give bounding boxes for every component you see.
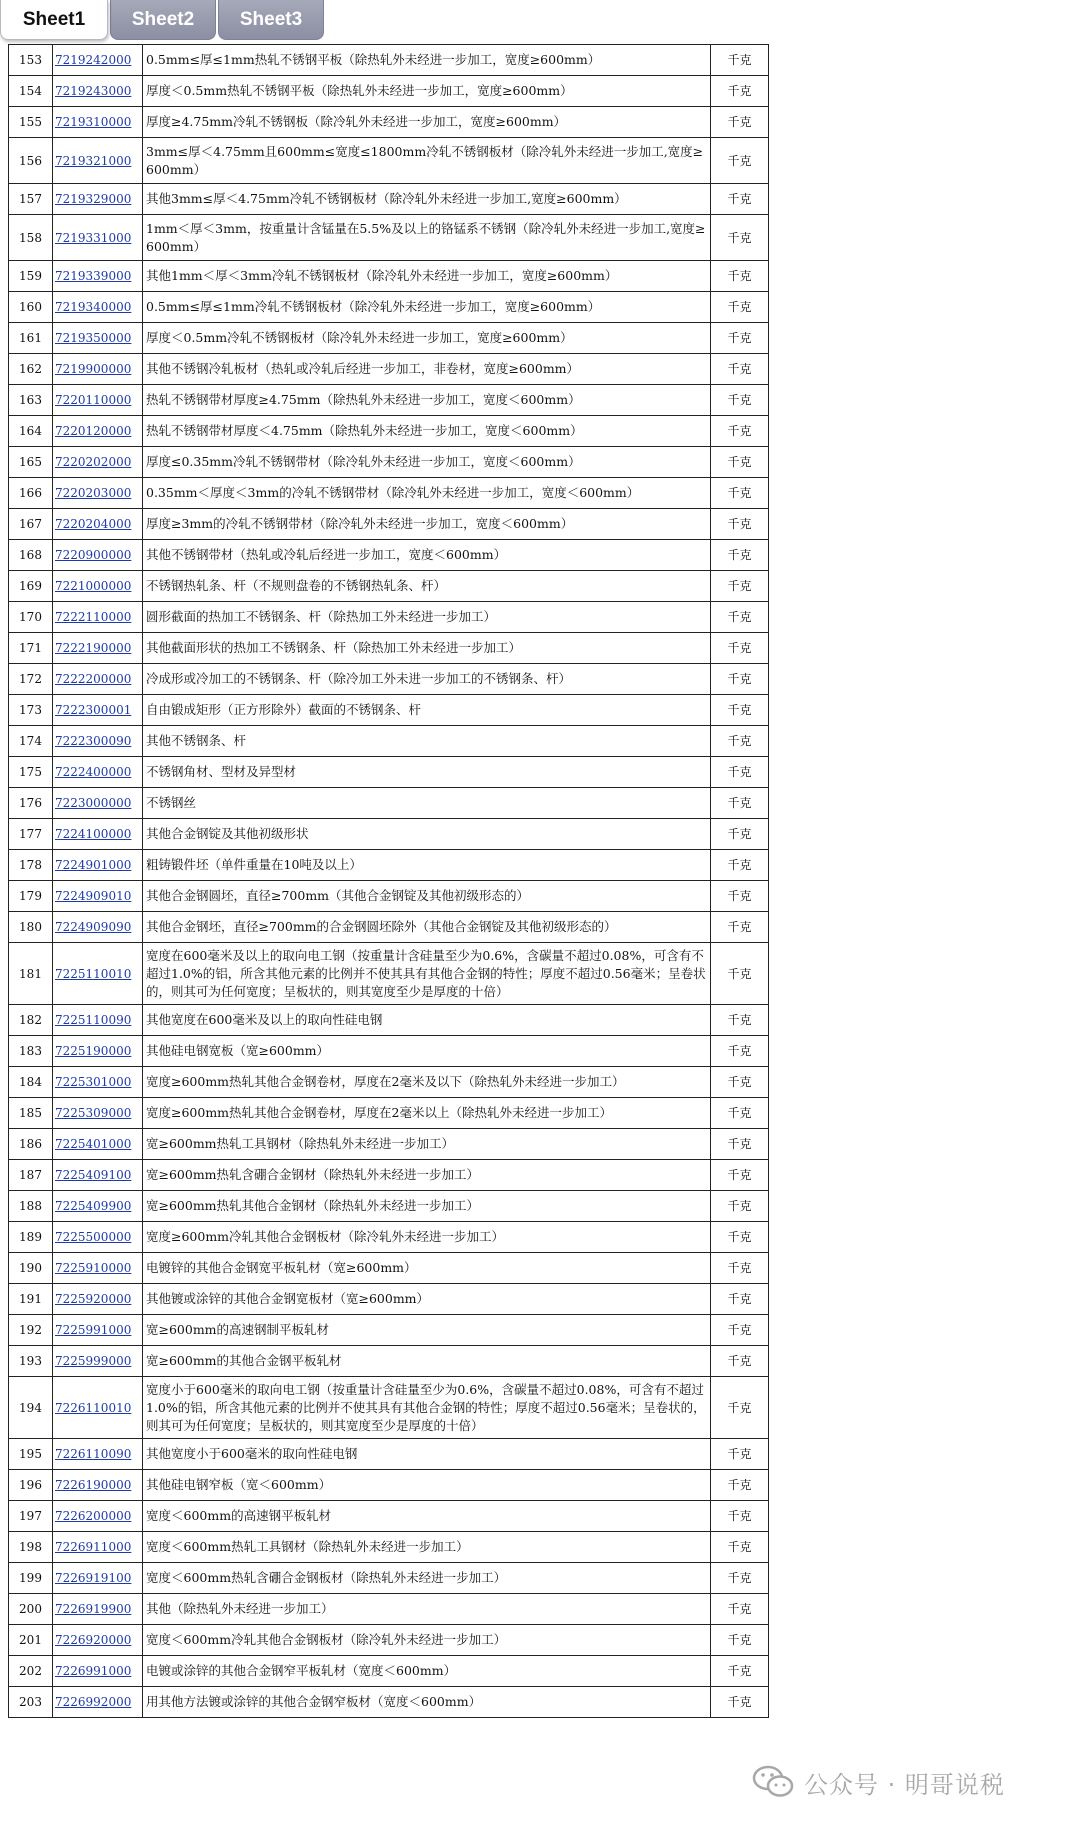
- hs-code-link[interactable]: 7226919900: [53, 1594, 143, 1625]
- hs-code-link[interactable]: 7220204000: [53, 509, 143, 540]
- table-row: [9, 447, 769, 478]
- product-description: 热轧不锈钢带材厚度＜4.75mm（除热轧外未经进一步加工，宽度＜600mm）: [143, 416, 711, 447]
- hs-code-link[interactable]: 7224901000: [53, 850, 143, 881]
- table-row: [9, 540, 769, 571]
- table-row: [9, 695, 769, 726]
- table-row: [9, 1563, 769, 1594]
- product-description: 0.5mm≤厚≤1mm热轧不锈钢平板（除热轧外未经进一步加工，宽度≥600mm）: [143, 45, 711, 76]
- row-number: 160: [9, 292, 53, 323]
- row-number: 188: [9, 1191, 53, 1222]
- table-row: [9, 1315, 769, 1346]
- unit-cell: 千克: [711, 602, 769, 633]
- row-number: 179: [9, 881, 53, 912]
- hs-code-link[interactable]: 7226920000: [53, 1625, 143, 1656]
- unit-cell: 千克: [711, 1005, 769, 1036]
- product-description: 其他不锈钢冷轧板材（热轧或冷轧后经进一步加工，非卷材，宽度≥600mm）: [143, 354, 711, 385]
- product-description: 其他硅电钢宽板（宽≥600mm）: [143, 1036, 711, 1067]
- hs-code-link[interactable]: 7219243000: [53, 76, 143, 107]
- hs-code-link[interactable]: 7226200000: [53, 1501, 143, 1532]
- row-number: 198: [9, 1532, 53, 1563]
- product-description: 厚度≥4.75mm冷轧不锈钢板（除冷轧外未经进一步加工，宽度≥600mm）: [143, 107, 711, 138]
- table-row: [9, 1129, 769, 1160]
- product-description: 厚度＜0.5mm冷轧不锈钢板材（除冷轧外未经进一步加工，宽度≥600mm）: [143, 323, 711, 354]
- row-number: 171: [9, 633, 53, 664]
- product-description: 宽度在600毫米及以上的取向电工钢（按重量计含硅量至少为0.6%，含碳量不超过0.08%，可含有不超过1.0%的铝，所含其他元素的比例并不使其具有其他合金钢的特性；厚度不超过0.56毫米；呈卷状的，则其可为任何宽度；呈板状的，则其宽度至少是厚度的十倍）: [143, 943, 711, 1005]
- product-description: 宽度＜600mm的高速钢平板轧材: [143, 1501, 711, 1532]
- unit-cell: 千克: [711, 1315, 769, 1346]
- product-description: 其他合金钢坯，直径≥700mm的合金钢圆坯除外（其他合金钢锭及其他初级形态的）: [143, 912, 711, 943]
- unit-cell: 千克: [711, 1284, 769, 1315]
- product-description: 宽度≥600mm热轧其他合金钢卷材，厚度在2毫米以上（除热轧外未经进一步加工）: [143, 1098, 711, 1129]
- row-number: 172: [9, 664, 53, 695]
- hs-code-link[interactable]: 7225110090: [53, 1005, 143, 1036]
- hs-code-link[interactable]: 7225409900: [53, 1191, 143, 1222]
- unit-cell: 千克: [711, 819, 769, 850]
- unit-cell: 千克: [711, 416, 769, 447]
- unit-cell: 千克: [711, 912, 769, 943]
- row-number: 189: [9, 1222, 53, 1253]
- row-number: 196: [9, 1470, 53, 1501]
- table-row: [9, 1222, 769, 1253]
- hs-code-link[interactable]: 7220110000: [53, 385, 143, 416]
- unit-cell: 千克: [711, 1098, 769, 1129]
- product-description: 0.35mm＜厚度＜3mm的冷轧不锈钢带材（除冷轧外未经进一步加工，宽度＜600mm）: [143, 478, 711, 509]
- row-number: 155: [9, 107, 53, 138]
- table-row: [9, 850, 769, 881]
- product-description: 0.5mm≤厚≤1mm冷轧不锈钢板材（除冷轧外未经进一步加工，宽度≥600mm）: [143, 292, 711, 323]
- table-row: [9, 385, 769, 416]
- hs-code-link[interactable]: 7220900000: [53, 540, 143, 571]
- row-number: 175: [9, 757, 53, 788]
- table-row: [9, 323, 769, 354]
- table-row: [9, 45, 769, 76]
- wechat-icon: [752, 1764, 794, 1800]
- product-description: 其他1mm＜厚＜3mm冷轧不锈钢板材（除冷轧外未经进一步加工，宽度≥600mm）: [143, 261, 711, 292]
- hs-code-link[interactable]: 7225500000: [53, 1222, 143, 1253]
- unit-cell: 千克: [711, 1594, 769, 1625]
- product-description: 其他不锈钢带材（热轧或冷轧后经进一步加工，宽度＜600mm）: [143, 540, 711, 571]
- hs-code-link[interactable]: 7225409100: [53, 1160, 143, 1191]
- row-number: 192: [9, 1315, 53, 1346]
- table-row: [9, 1625, 769, 1656]
- row-number: 161: [9, 323, 53, 354]
- product-description: 不锈钢角材、型材及异型材: [143, 757, 711, 788]
- unit-cell: 千克: [711, 1470, 769, 1501]
- tab-sheet1[interactable]: Sheet1: [0, 0, 108, 40]
- tab-sheet2[interactable]: Sheet2: [110, 0, 216, 40]
- row-number: 178: [9, 850, 53, 881]
- table-row: [9, 478, 769, 509]
- unit-cell: 千克: [711, 695, 769, 726]
- spreadsheet-grid[interactable]: [8, 44, 770, 1830]
- row-number: 203: [9, 1687, 53, 1718]
- table-row: [9, 292, 769, 323]
- product-description: 其他（除热轧外未经进一步加工）: [143, 1594, 711, 1625]
- row-number: 195: [9, 1439, 53, 1470]
- unit-cell: 千克: [711, 509, 769, 540]
- hs-code-link[interactable]: 7222110000: [53, 602, 143, 633]
- product-description: 圆形截面的热加工不锈钢条、杆（除热加工外未经进一步加工）: [143, 602, 711, 633]
- product-description: 不锈钢热轧条、杆（不规则盘卷的不锈钢热轧条、杆）: [143, 571, 711, 602]
- table-row: [9, 1160, 769, 1191]
- unit-cell: 千克: [711, 1346, 769, 1377]
- table-row: [9, 1439, 769, 1470]
- row-number: 191: [9, 1284, 53, 1315]
- unit-cell: 千克: [711, 1501, 769, 1532]
- unit-cell: 千克: [711, 943, 769, 1005]
- hs-code-link[interactable]: 7226110090: [53, 1439, 143, 1470]
- table-row: [9, 1067, 769, 1098]
- table-row: [9, 1501, 769, 1532]
- unit-cell: 千克: [711, 292, 769, 323]
- row-number: 177: [9, 819, 53, 850]
- table-row: [9, 1470, 769, 1501]
- unit-cell: 千克: [711, 1656, 769, 1687]
- hs-code-link[interactable]: 7222400000: [53, 757, 143, 788]
- unit-cell: 千克: [711, 1439, 769, 1470]
- product-description: 厚度≤0.35mm冷轧不锈钢带材（除冷轧外未经进一步加工，宽度＜600mm）: [143, 447, 711, 478]
- product-description: 厚度＜0.5mm热轧不锈钢平板（除热轧外未经进一步加工，宽度≥600mm）: [143, 76, 711, 107]
- table-row: [9, 416, 769, 447]
- table-row: [9, 509, 769, 540]
- product-description: 其他截面形状的热加工不锈钢条、杆（除热加工外未经进一步加工）: [143, 633, 711, 664]
- table-row: [9, 1253, 769, 1284]
- table-row: [9, 633, 769, 664]
- unit-cell: 千克: [711, 76, 769, 107]
- row-number: 156: [9, 138, 53, 184]
- table-row: [9, 1036, 769, 1067]
- table-row: [9, 1191, 769, 1222]
- unit-cell: 千克: [711, 107, 769, 138]
- row-number: 158: [9, 215, 53, 261]
- unit-cell: 千克: [711, 1160, 769, 1191]
- tab-sheet3[interactable]: Sheet3: [218, 0, 324, 40]
- unit-cell: 千克: [711, 757, 769, 788]
- table-row: [9, 1687, 769, 1718]
- row-number: 168: [9, 540, 53, 571]
- hs-code-link[interactable]: 7219331000: [53, 215, 143, 261]
- hs-code-link[interactable]: 7220120000: [53, 416, 143, 447]
- table-row: [9, 881, 769, 912]
- product-description: 粗铸锻件坯（单件重量在10吨及以上）: [143, 850, 711, 881]
- hs-code-link[interactable]: 7219329000: [53, 184, 143, 215]
- table-row: [9, 943, 769, 1005]
- hs-code-link[interactable]: 7225110010: [53, 943, 143, 1005]
- row-number: 186: [9, 1129, 53, 1160]
- unit-cell: 千克: [711, 788, 769, 819]
- table-row: [9, 1377, 769, 1439]
- unit-cell: 千克: [711, 261, 769, 292]
- hs-code-link[interactable]: 7219350000: [53, 323, 143, 354]
- hs-code-link[interactable]: 7219310000: [53, 107, 143, 138]
- unit-cell: 千克: [711, 726, 769, 757]
- hs-code-link[interactable]: 7222300090: [53, 726, 143, 757]
- sheet-tab-bar: [0, 0, 1080, 42]
- unit-cell: 千克: [711, 1067, 769, 1098]
- row-number: 169: [9, 571, 53, 602]
- unit-cell: 千克: [711, 138, 769, 184]
- row-number: 162: [9, 354, 53, 385]
- watermark: [752, 1764, 1005, 1800]
- hs-code-link[interactable]: 7226991000: [53, 1656, 143, 1687]
- table-row: [9, 726, 769, 757]
- row-number: 184: [9, 1067, 53, 1098]
- row-number: 154: [9, 76, 53, 107]
- table-row: [9, 788, 769, 819]
- row-number: 165: [9, 447, 53, 478]
- product-description: 宽度＜600mm热轧工具钢材（除热轧外未经进一步加工）: [143, 1532, 711, 1563]
- row-number: 157: [9, 184, 53, 215]
- unit-cell: 千克: [711, 540, 769, 571]
- table-row: [9, 912, 769, 943]
- row-number: 166: [9, 478, 53, 509]
- row-number: 197: [9, 1501, 53, 1532]
- row-number: 183: [9, 1036, 53, 1067]
- unit-cell: 千克: [711, 1129, 769, 1160]
- product-description: 冷成形或冷加工的不锈钢条、杆（除冷加工外未进一步加工的不锈钢条、杆）: [143, 664, 711, 695]
- hs-code-link[interactable]: 7225301000: [53, 1067, 143, 1098]
- row-number: 164: [9, 416, 53, 447]
- product-description: 宽度小于600毫米的取向电工钢（按重量计含硅量至少为0.6%，含碳量不超过0.08%，可含有不超过1.0%的铝，所含其他元素的比例并不使其具有其他合金钢的特性；厚度不超过0.56毫米；呈卷状的，则其可为任何宽度；呈板状的，则其宽度至少是厚度的十倍）: [143, 1377, 711, 1439]
- hs-code-link[interactable]: 7225190000: [53, 1036, 143, 1067]
- hs-code-link[interactable]: 7219339000: [53, 261, 143, 292]
- row-number: 170: [9, 602, 53, 633]
- product-description: 电镀或涂锌的其他合金钢窄平板轧材（宽度＜600mm）: [143, 1656, 711, 1687]
- table-row: [9, 107, 769, 138]
- table-row: [9, 1284, 769, 1315]
- row-number: 199: [9, 1563, 53, 1594]
- product-description: 宽≥600mm的高速钢制平板轧材: [143, 1315, 711, 1346]
- table-row: [9, 138, 769, 184]
- product-description: 宽度≥600mm热轧其他合金钢卷材，厚度在2毫米及以下（除热轧外未经进一步加工）: [143, 1067, 711, 1098]
- hs-code-link[interactable]: 7225991000: [53, 1315, 143, 1346]
- product-description: 热轧不锈钢带材厚度≥4.75mm（除热轧外未经进一步加工，宽度＜600mm）: [143, 385, 711, 416]
- unit-cell: 千克: [711, 1036, 769, 1067]
- hs-code-link[interactable]: 7224909010: [53, 881, 143, 912]
- unit-cell: 千克: [711, 1377, 769, 1439]
- unit-cell: 千克: [711, 1191, 769, 1222]
- hs-code-link[interactable]: 7225999000: [53, 1346, 143, 1377]
- unit-cell: 千克: [711, 478, 769, 509]
- hs-code-link[interactable]: 7222300001: [53, 695, 143, 726]
- unit-cell: 千克: [711, 45, 769, 76]
- hs-code-link[interactable]: 7224909090: [53, 912, 143, 943]
- hs-code-link[interactable]: 7226911000: [53, 1532, 143, 1563]
- row-number: 193: [9, 1346, 53, 1377]
- unit-cell: 千克: [711, 1625, 769, 1656]
- unit-cell: 千克: [711, 354, 769, 385]
- unit-cell: 千克: [711, 215, 769, 261]
- hs-code-link[interactable]: 7225920000: [53, 1284, 143, 1315]
- table-row: [9, 664, 769, 695]
- table-row: [9, 1346, 769, 1377]
- product-description: 宽度≥600mm冷轧其他合金钢板材（除冷轧外未经进一步加工）: [143, 1222, 711, 1253]
- row-number: 163: [9, 385, 53, 416]
- product-description: 宽度＜600mm热轧含硼合金钢板材（除热轧外未经进一步加工）: [143, 1563, 711, 1594]
- table-row: [9, 757, 769, 788]
- table-row: [9, 602, 769, 633]
- unit-cell: 千克: [711, 1687, 769, 1718]
- watermark-text: 公众号 · 明哥说税: [804, 1770, 1005, 1799]
- hs-code-link[interactable]: 7219321000: [53, 138, 143, 184]
- hs-code-link[interactable]: 7219340000: [53, 292, 143, 323]
- table-row: [9, 354, 769, 385]
- row-number: 190: [9, 1253, 53, 1284]
- row-number: 176: [9, 788, 53, 819]
- hs-code-link[interactable]: 7225910000: [53, 1253, 143, 1284]
- unit-cell: 千克: [711, 323, 769, 354]
- hs-code-link[interactable]: 7220203000: [53, 478, 143, 509]
- unit-cell: 千克: [711, 1563, 769, 1594]
- table-row: [9, 1005, 769, 1036]
- table-row: [9, 819, 769, 850]
- unit-cell: 千克: [711, 850, 769, 881]
- hs-code-link[interactable]: 7226190000: [53, 1470, 143, 1501]
- unit-cell: 千克: [711, 664, 769, 695]
- product-description: 其他合金钢锭及其他初级形状: [143, 819, 711, 850]
- product-description: 不锈钢丝: [143, 788, 711, 819]
- unit-cell: 千克: [711, 385, 769, 416]
- row-number: 202: [9, 1656, 53, 1687]
- unit-cell: 千克: [711, 184, 769, 215]
- product-description: 宽度＜600mm冷轧其他合金钢板材（除冷轧外未经进一步加工）: [143, 1625, 711, 1656]
- hs-code-link[interactable]: 7225309000: [53, 1098, 143, 1129]
- hs-code-link[interactable]: 7225401000: [53, 1129, 143, 1160]
- product-description: 1mm＜厚＜3mm，按重量计含锰量在5.5%及以上的铬锰系不锈钢（除冷轧外未经进一步加工,宽度≥600mm）: [143, 215, 711, 261]
- tariff-table: [8, 44, 769, 1718]
- product-description: 宽≥600mm热轧含硼合金钢材（除热轧外未经进一步加工）: [143, 1160, 711, 1191]
- row-number: 187: [9, 1160, 53, 1191]
- table-row: [9, 76, 769, 107]
- row-number: 182: [9, 1005, 53, 1036]
- unit-cell: 千克: [711, 571, 769, 602]
- unit-cell: 千克: [711, 1532, 769, 1563]
- table-row: [9, 184, 769, 215]
- table-row: [9, 1532, 769, 1563]
- row-number: 167: [9, 509, 53, 540]
- row-number: 200: [9, 1594, 53, 1625]
- unit-cell: 千克: [711, 1222, 769, 1253]
- row-number: 173: [9, 695, 53, 726]
- product-description: 其他合金钢圆坯，直径≥700mm（其他合金钢锭及其他初级形态的）: [143, 881, 711, 912]
- product-description: 其他不锈钢条、杆: [143, 726, 711, 757]
- hs-code-link[interactable]: 7226919100: [53, 1563, 143, 1594]
- unit-cell: 千克: [711, 447, 769, 478]
- product-description: 其他硅电钢窄板（宽＜600mm）: [143, 1470, 711, 1501]
- hs-code-link[interactable]: 7220202000: [53, 447, 143, 478]
- row-number: 201: [9, 1625, 53, 1656]
- hs-code-link[interactable]: 7226992000: [53, 1687, 143, 1718]
- product-description: 其他宽度在600毫米及以上的取向性硅电钢: [143, 1005, 711, 1036]
- hs-code-link[interactable]: 7224100000: [53, 819, 143, 850]
- row-number: 181: [9, 943, 53, 1005]
- row-number: 159: [9, 261, 53, 292]
- product-description: 厚度≥3mm的冷轧不锈钢带材（除冷轧外未经进一步加工，宽度＜600mm）: [143, 509, 711, 540]
- row-number: 194: [9, 1377, 53, 1439]
- row-number: 185: [9, 1098, 53, 1129]
- unit-cell: 千克: [711, 881, 769, 912]
- product-description: 用其他方法镀或涂锌的其他合金钢窄板材（宽度＜600mm）: [143, 1687, 711, 1718]
- table-row: [9, 215, 769, 261]
- hs-code-link[interactable]: 7221000000: [53, 571, 143, 602]
- product-description: 3mm≤厚＜4.75mm且600mm≤宽度≤1800mm冷轧不锈钢板材（除冷轧外未经进一步加工,宽度≥600mm）: [143, 138, 711, 184]
- product-description: 自由锻成矩形（正方形除外）截面的不锈钢条、杆: [143, 695, 711, 726]
- hs-code-link[interactable]: 7222200000: [53, 664, 143, 695]
- row-number: 180: [9, 912, 53, 943]
- product-description: 宽≥600mm的其他合金钢平板轧材: [143, 1346, 711, 1377]
- row-number: 153: [9, 45, 53, 76]
- product-description: 其他宽度小于600毫米的取向性硅电钢: [143, 1439, 711, 1470]
- product-description: 其他3mm≤厚＜4.75mm冷轧不锈钢板材（除冷轧外未经进一步加工,宽度≥600mm）: [143, 184, 711, 215]
- table-row: [9, 261, 769, 292]
- hs-code-link[interactable]: 7219900000: [53, 354, 143, 385]
- table-row: [9, 1656, 769, 1687]
- hs-code-link[interactable]: 7222190000: [53, 633, 143, 664]
- table-row: [9, 571, 769, 602]
- hs-code-link[interactable]: 7223000000: [53, 788, 143, 819]
- table-row: [9, 1594, 769, 1625]
- unit-cell: 千克: [711, 633, 769, 664]
- table-row: [9, 1098, 769, 1129]
- product-description: 宽≥600mm热轧其他合金钢材（除热轧外未经进一步加工）: [143, 1191, 711, 1222]
- product-description: 宽≥600mm热轧工具钢材（除热轧外未经进一步加工）: [143, 1129, 711, 1160]
- product-description: 其他镀或涂锌的其他合金钢宽板材（宽≥600mm）: [143, 1284, 711, 1315]
- product-description: 电镀锌的其他合金钢宽平板轧材（宽≥600mm）: [143, 1253, 711, 1284]
- unit-cell: 千克: [711, 1253, 769, 1284]
- row-number: 174: [9, 726, 53, 757]
- hs-code-link[interactable]: 7219242000: [53, 45, 143, 76]
- hs-code-link[interactable]: 7226110010: [53, 1377, 143, 1439]
